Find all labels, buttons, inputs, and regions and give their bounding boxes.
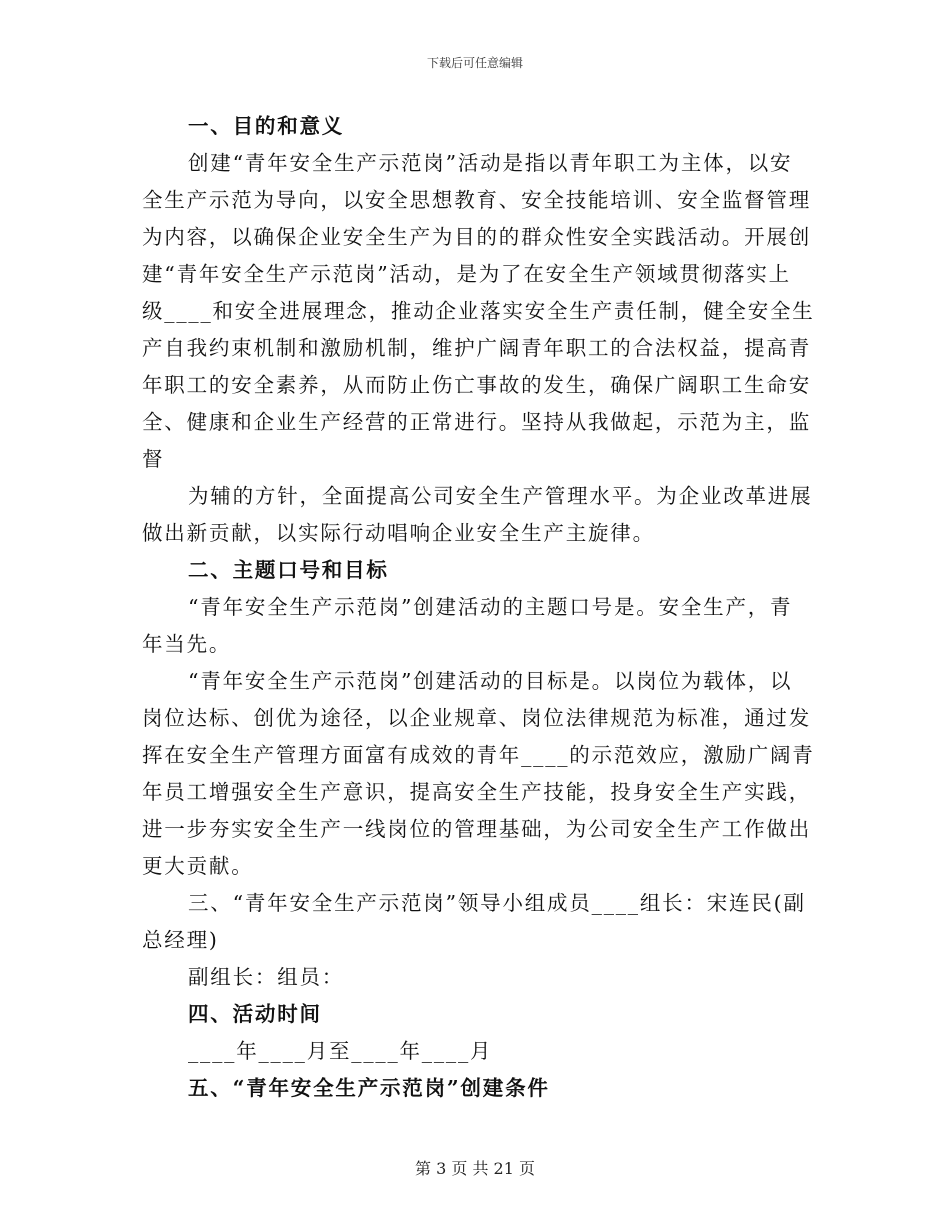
paragraph-line: 为辅的方针，全面提高公司安全生产管理水平。为企业改革进展: [188, 484, 813, 508]
paragraph-line: 挥在安全生产管理方面富有成效的青年____的示范效应，激励广阔青: [142, 743, 815, 767]
paragraph-line: 产自我约束机制和激励机制，维护广阔青年职工的合法权益，提高青: [142, 336, 811, 360]
paragraph-line: 总经理): [142, 928, 219, 952]
section-heading: 五、“青年安全生产示范岗”创建条件: [188, 1076, 550, 1100]
paragraph-line: 更大贡献。: [142, 854, 254, 878]
page-number: 第 3 页 共 21 页: [415, 1159, 535, 1178]
paragraph-line: 建“青年安全生产示范岗”活动，是为了在安全生产领域贯彻落实上: [142, 262, 791, 286]
paragraph-line: 进一步夯实安全生产一线岗位的管理基础，为公司安全生产工作做出: [142, 817, 811, 841]
section-heading: 二、主题口号和目标: [188, 558, 389, 582]
paragraph-line: 级____和安全进展理念，推动企业落实安全生产责任制，健全安全生: [142, 299, 815, 323]
paragraph-line: 全生产示范为导向，以安全思想教育、安全技能培训、安全监督管理: [142, 188, 811, 212]
paragraph-line: ____年____月至____年____月: [188, 1039, 493, 1063]
paragraph-line: 督: [142, 447, 165, 471]
paragraph-line: 三、“青年安全生产示范岗”领导小组成员____组长：宋连民(副: [188, 891, 806, 915]
paragraph-line: 为内容，以确保企业安全生产为目的的群众性安全实践活动。开展创: [142, 225, 811, 249]
paragraph-line: 岗位达标、创优为途径，以企业规章、岗位法律规范为标准，通过发: [142, 706, 811, 730]
paragraph-line: 年职工的安全素养，从而防止伤亡事故的发生，确保广阔职工生命安: [142, 373, 811, 397]
paragraph-line: 年员工增强安全生产意识，提高安全生产技能，投身安全生产实践，: [142, 780, 811, 804]
header-note: 下载后可任意编辑: [426, 56, 523, 70]
paragraph-line: 年当先。: [142, 632, 232, 656]
paragraph-line: “青年安全生产示范岗”创建活动的主题口号是。安全生产，青: [188, 595, 793, 619]
paragraph-line: 副组长：组员：: [188, 965, 345, 989]
paragraph-line: 创建“青年安全生产示范岗”活动是指以青年职工为主体，以安: [188, 151, 793, 175]
document-body: [142, 108, 815, 1107]
paragraph-line: “青年安全生产示范岗”创建活动的目标是。以岗位为载体，以: [188, 669, 793, 693]
section-heading: 一、目的和意义: [188, 114, 345, 138]
section-heading: 四、活动时间: [188, 1002, 322, 1026]
paragraph-line: 做出新贡献，以实际行动唱响企业安全生产主旋律。: [142, 521, 655, 545]
paragraph-line: 全、健康和企业生产经营的正常进行。坚持从我做起，示范为主，监: [142, 410, 811, 434]
